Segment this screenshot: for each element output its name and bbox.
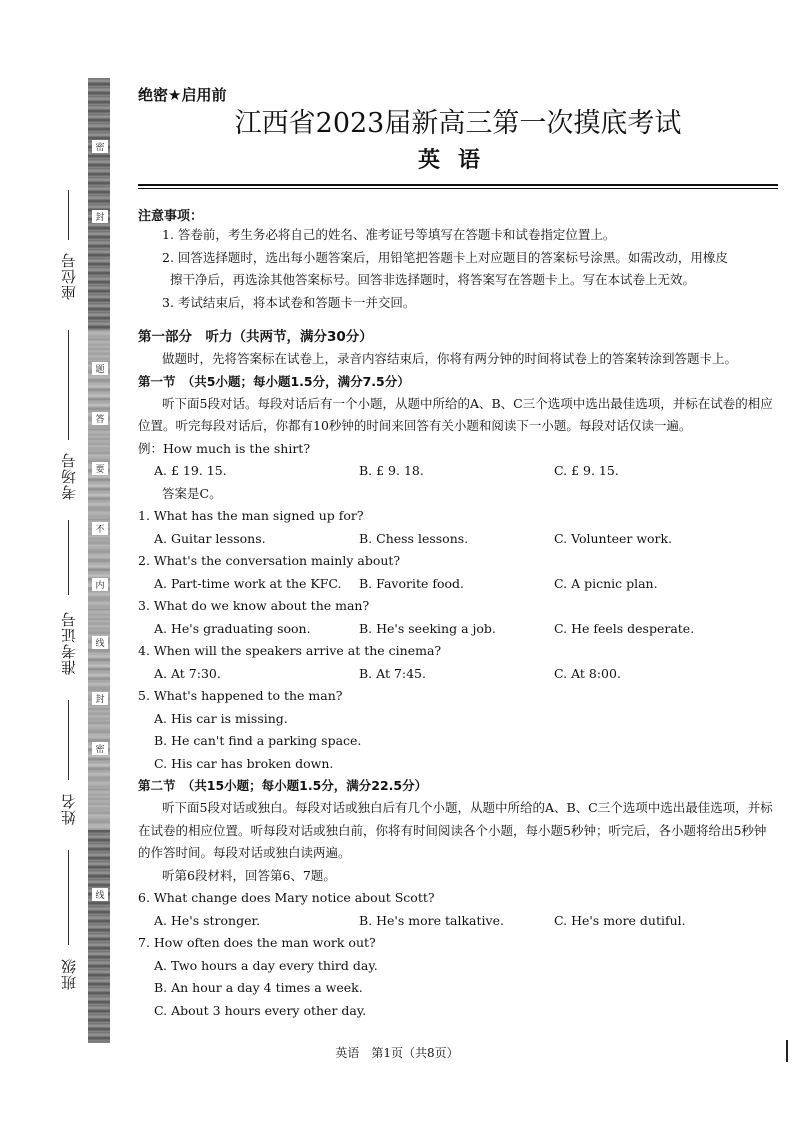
question-options xyxy=(138,618,778,641)
question: 2. What's the conversation mainly about? xyxy=(138,553,401,568)
fold-word: 密 xyxy=(92,140,108,153)
edge-mark xyxy=(786,1040,788,1062)
option: C. Volunteer work. xyxy=(554,530,673,546)
option: A. At 7:30. xyxy=(154,665,221,681)
option: B. £ 9. 18. xyxy=(359,463,424,478)
question: 1. What has the man signed up for? xyxy=(138,508,364,523)
fill-line xyxy=(68,520,69,595)
fill-line xyxy=(68,850,69,945)
exam-room-label: 考场号 xyxy=(60,452,78,500)
exam-title: 江西省2023届新高三第一次摸底考试 xyxy=(234,108,682,139)
fill-line xyxy=(68,190,69,240)
section-one-title: 第一节 （共5小题；每小题1.5分，满分7.5分） xyxy=(138,373,410,389)
option: B. At 7:45. xyxy=(359,665,426,681)
section-two-intro: 听下面5段对话或独白。每段对话或独白后有几个小题，从题中所给的A、B、C三个选项中选出最佳选项，并标在试卷的相应位置。听每段对话或独白前，你将有时间阅读各个小题，每小题5秒钟；听完后，各小题将给出5秒钟的作答时间。每段对话或独白读两遍。 xyxy=(138,800,773,860)
note-item: 擦干净后，再选涂其他答案标号。回答非选择题时，将答案写在答题卡上。写在本试卷上无效。 xyxy=(170,272,696,287)
question: 7. How often does the man work out? xyxy=(138,935,376,950)
fold-word: 线 xyxy=(92,636,108,649)
example-options xyxy=(138,460,778,483)
class-label: 班级 xyxy=(60,958,78,990)
question: 5. What's happened to the man? xyxy=(138,688,343,703)
fill-line xyxy=(68,330,69,440)
question-options xyxy=(138,573,778,596)
question-options xyxy=(138,663,778,686)
option: C. He feels desperate. xyxy=(554,620,695,636)
header-rule xyxy=(138,184,778,189)
material-instruction: 听第6段材料，回答第6、7题。 xyxy=(162,867,336,883)
option: A. He's graduating soon. xyxy=(154,620,311,636)
fold-word: 内 xyxy=(92,578,108,591)
fold-word: 封 xyxy=(92,210,108,223)
option: B. He's more talkative. xyxy=(359,912,504,928)
option: C. At 8:00. xyxy=(554,665,621,681)
option: A. Guitar lessons. xyxy=(154,530,266,546)
option: A. Two hours a day every third day. xyxy=(154,957,378,973)
notes-heading: 注意事项： xyxy=(138,209,204,224)
confidential-mark: 绝密★启用前 xyxy=(138,86,227,104)
admission-number-label: 准考证号 xyxy=(60,611,78,675)
seat-number-label: 座位号 xyxy=(60,252,78,300)
fill-line xyxy=(68,700,69,780)
page-footer: 英语 第1页（共8页） xyxy=(335,1046,459,1060)
fold-word: 密 xyxy=(92,742,108,755)
option: B. He can't find a parking space. xyxy=(154,733,362,748)
binding-strip xyxy=(0,0,128,1123)
fold-word: 题 xyxy=(92,362,108,375)
fold-word: 不 xyxy=(92,522,108,535)
section-one-intro: 听下面5段对话。每段对话后有一个小题，从题中所给的A、B、C三个选项中选出最佳选项，并标在试卷的相应位置。听完每段对话后，你都有10秒钟的时间来回答有关小题和阅读下一小题。每段对话仅读一遍。 xyxy=(138,395,773,433)
option: B. An hour a day 4 times a week. xyxy=(154,980,363,995)
option: C. A picnic plan. xyxy=(554,575,658,591)
option: B. Favorite food. xyxy=(359,575,465,591)
question-options xyxy=(138,528,778,551)
option: A. He's stronger. xyxy=(154,912,261,928)
note-item: 3. 考试结束后，将本试卷和答题卡一并交回。 xyxy=(162,294,416,310)
option: C. About 3 hours every other day. xyxy=(154,1002,367,1018)
fold-word: 要 xyxy=(92,462,108,475)
section-two-title: 第二节 （共15小题；每小题1.5分，满分22.5分） xyxy=(138,778,428,793)
fold-word: 答 xyxy=(92,412,108,425)
exam-page xyxy=(138,84,778,1022)
part-one-title: 第一部分 听力（共两节，满分30分） xyxy=(138,329,373,345)
option: A. His car is missing. xyxy=(154,710,288,726)
option: B. Chess lessons. xyxy=(359,530,469,546)
question: 4. When will the speakers arrive at the cinema? xyxy=(138,643,442,658)
fold-word: 线 xyxy=(92,888,108,901)
option: A. Part-time work at the KFC. xyxy=(154,575,342,591)
option: A. £ 19. 15. xyxy=(154,463,227,478)
question-options xyxy=(138,910,778,933)
part-one-intro: 做题时，先将答案标在试卷上，录音内容结束后，你将有两分钟的时间将试卷上的答案转涂到答题卡上。 xyxy=(162,351,738,366)
note-item: 1. 答卷前，考生务必将自己的姓名、准考证号等填写在答题卡和试卷指定位置上。 xyxy=(162,227,616,242)
option: C. £ 9. 15. xyxy=(554,463,619,478)
question: 6. What change does Mary notice about Scott? xyxy=(138,890,435,905)
example-question: 例：How much is the shirt? xyxy=(138,440,311,456)
question: 3. What do we know about the man? xyxy=(138,598,370,613)
option: B. He's seeking a job. xyxy=(359,620,496,636)
subject-title: 英语 xyxy=(417,148,498,173)
note-item: 2. 回答选择题时，选出每小题答案后，用铅笔把答题卡上对应题目的答案标号涂黑。如需改动，用橡皮 xyxy=(162,249,728,265)
fold-word: 封 xyxy=(92,692,108,705)
name-label: 姓名 xyxy=(60,793,78,825)
option: C. He's more dutiful. xyxy=(554,912,686,928)
option: C. His car has broken down. xyxy=(154,755,334,771)
example-answer: 答案是C。 xyxy=(162,485,222,501)
